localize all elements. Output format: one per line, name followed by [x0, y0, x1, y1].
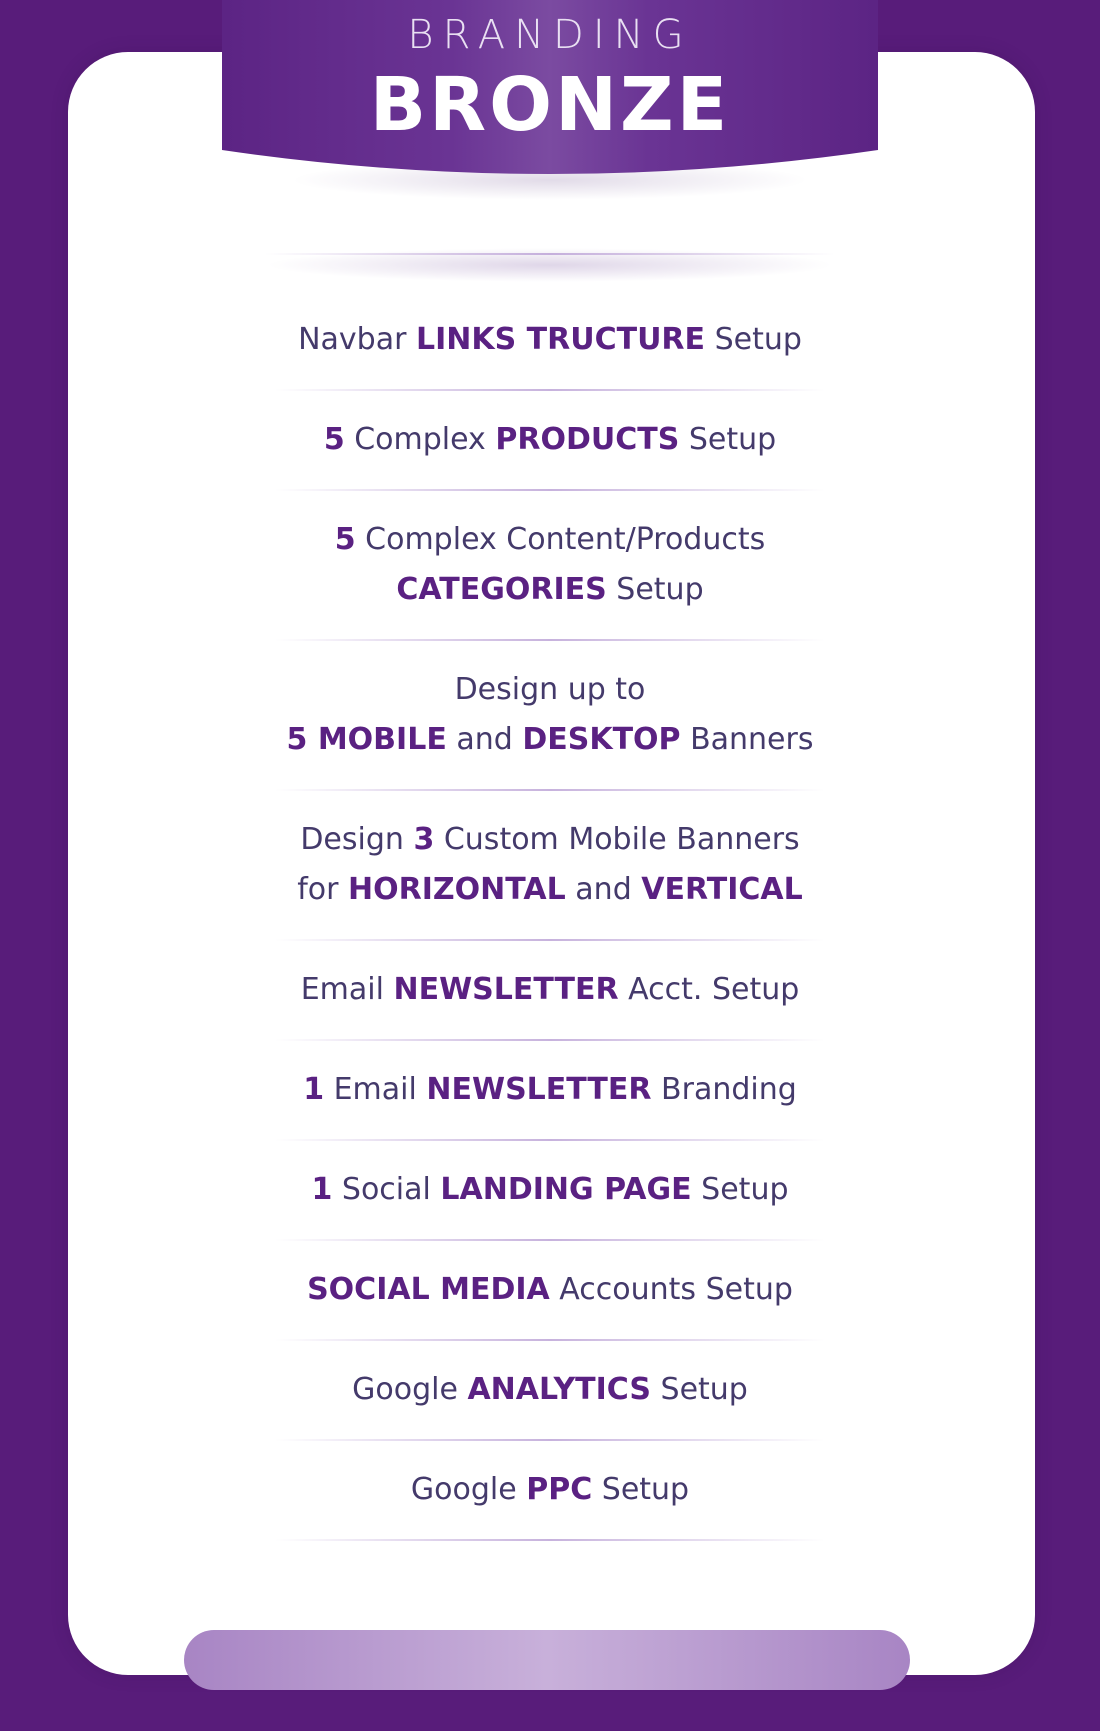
feature-text: Navbar — [298, 322, 416, 357]
feature-highlight: LINKS TRUCTURE — [415, 322, 706, 357]
feature-text: Email — [324, 1072, 427, 1107]
feature-highlight: 1 — [311, 1172, 333, 1207]
feature-text: Setup — [705, 322, 802, 357]
feature-line — [0, 865, 1100, 915]
feature-text: Complex Content/Products — [355, 522, 766, 557]
feature-text: Social — [332, 1172, 441, 1207]
feature-text: Setup — [679, 422, 777, 457]
feature-highlight: 3 — [413, 822, 435, 857]
feature-divider — [275, 1139, 825, 1141]
feature-line — [0, 565, 1100, 615]
feature-highlight: 5 — [334, 522, 356, 557]
feature-highlight: 5 MOBILE — [286, 722, 447, 757]
feature-text: Email — [300, 972, 394, 1007]
top-separator — [265, 253, 835, 255]
feature-highlight: ANALYTICS — [467, 1372, 651, 1407]
feature-item — [0, 815, 1100, 915]
feature-line — [0, 1465, 1100, 1515]
feature-text: Design up to — [454, 672, 646, 707]
feature-highlight: PRODUCTS — [495, 422, 680, 457]
feature-highlight: NEWSLETTER — [393, 972, 619, 1007]
feature-line — [0, 1165, 1100, 1215]
feature-line — [0, 715, 1100, 765]
feature-divider — [275, 489, 825, 491]
feature-text: Custom Mobile Banners — [434, 822, 800, 857]
feature-item — [0, 665, 1100, 765]
feature-text: for — [297, 872, 349, 907]
feature-line — [0, 515, 1100, 565]
feature-item — [0, 415, 1100, 465]
feature-line — [0, 665, 1100, 715]
feature-item — [0, 1265, 1100, 1315]
feature-item — [0, 1165, 1100, 1215]
feature-divider — [275, 1039, 825, 1041]
feature-line — [0, 415, 1100, 465]
feature-text: Setup — [606, 572, 704, 607]
feature-line — [0, 815, 1100, 865]
feature-text: Google — [410, 1472, 527, 1507]
feature-divider — [275, 1539, 825, 1541]
feature-highlight: NEWSLETTER — [426, 1072, 652, 1107]
feature-text: Complex — [344, 422, 496, 457]
feature-highlight: VERTICAL — [641, 872, 803, 907]
plan-tier-title: BRONZE — [369, 62, 731, 148]
feature-highlight: SOCIAL MEDIA — [307, 1272, 550, 1307]
feature-highlight: 1 — [303, 1072, 325, 1107]
feature-line — [0, 315, 1100, 365]
feature-divider — [275, 389, 825, 391]
feature-item — [0, 1465, 1100, 1515]
feature-item — [0, 315, 1100, 365]
feature-divider — [275, 639, 825, 641]
feature-divider — [275, 1239, 825, 1241]
feature-highlight: 5 — [323, 422, 345, 457]
feature-text: Setup — [650, 1372, 748, 1407]
feature-highlight: DESKTOP — [522, 722, 681, 757]
feature-line — [0, 1265, 1100, 1315]
feature-highlight: PPC — [526, 1472, 593, 1507]
feature-text: Acct. Setup — [618, 972, 800, 1007]
feature-text: Google — [352, 1372, 468, 1407]
feature-line — [0, 965, 1100, 1015]
feature-text: Accounts Setup — [549, 1272, 793, 1307]
feature-divider — [275, 1339, 825, 1341]
feature-item — [0, 1065, 1100, 1115]
feature-text: Setup — [592, 1472, 690, 1507]
feature-divider — [275, 1439, 825, 1441]
feature-item — [0, 1365, 1100, 1415]
select-plan-button[interactable] — [184, 1630, 910, 1690]
feature-item — [0, 965, 1100, 1015]
feature-text: and — [446, 722, 523, 757]
feature-text: Setup — [691, 1172, 789, 1207]
plan-category: BRANDING — [407, 12, 693, 58]
feature-divider — [275, 789, 825, 791]
feature-line — [0, 1065, 1100, 1115]
feature-text: Banners — [680, 722, 814, 757]
feature-text: Branding — [651, 1072, 797, 1107]
feature-text: and — [565, 872, 642, 907]
feature-highlight: HORIZONTAL — [348, 872, 566, 907]
feature-highlight: LANDING PAGE — [440, 1172, 692, 1207]
feature-divider — [275, 939, 825, 941]
feature-text: Design — [300, 822, 414, 857]
feature-line — [0, 1365, 1100, 1415]
feature-item — [0, 515, 1100, 615]
feature-highlight: CATEGORIES — [396, 572, 607, 607]
